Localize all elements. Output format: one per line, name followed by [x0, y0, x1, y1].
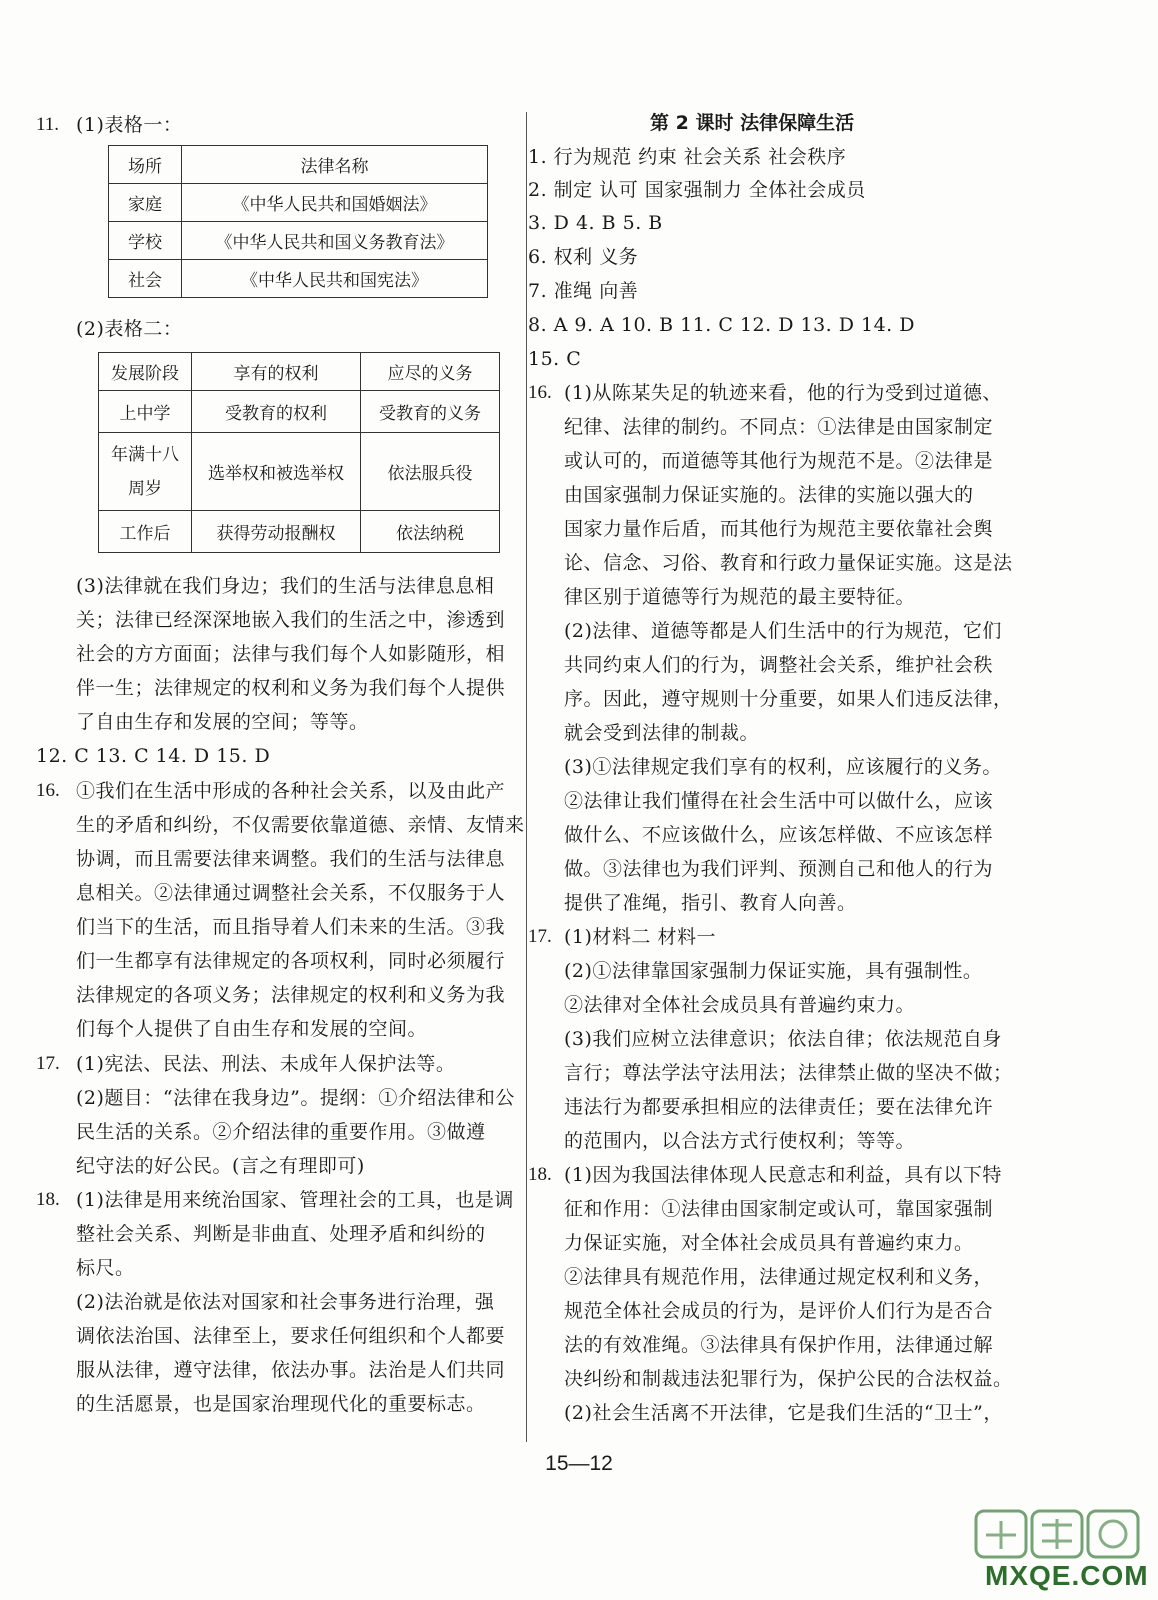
text-line: 纪守法的好公民。(言之有理即可): [76, 1155, 365, 1177]
table1-header-law: 法律名称: [182, 146, 488, 184]
text-line: 民生活的关系。②介绍法律的重要作用。③做遵: [76, 1121, 486, 1143]
text-line: (2)社会生活离不开法律，它是我们生活的“卫士”，: [564, 1402, 1003, 1424]
text-line: (2)①法律靠国家强制力保证实施，具有强制性。: [564, 960, 983, 982]
q11-part1-label: (1)表格一：: [76, 114, 183, 136]
text-line: 3. D 4. B 5. B: [528, 212, 663, 234]
text-line: (1)宪法、民法、刑法、未成年人保护法等。: [76, 1053, 456, 1075]
table2-cell-stage-line1: 年满十八: [111, 444, 179, 465]
text-line: 1. 行为规范 约束 社会关系 社会秩序: [528, 146, 847, 168]
text-line: 或认可的，而道德等其他行为规范不是。②法律是: [564, 450, 994, 472]
text-line: 决纠纷和制裁违法犯罪行为，保护公民的合法权益。: [564, 1368, 1013, 1390]
r-q18-number: 18.: [528, 1164, 552, 1185]
q12-15-answers: 12. C 13. C 14. D 15. D: [36, 745, 271, 767]
text-line: 们一生都享有法律规定的各项权利，同时必须履行: [76, 950, 506, 972]
text-line: 法的有效准绳。③法律具有保护作用，法律通过解: [564, 1334, 994, 1356]
table-two: [98, 352, 500, 553]
text-line: 8. A 9. A 10. B 11. C 12. D 13. D 14. D: [528, 314, 915, 336]
text-line: 论、信念、习俗、教育和行政力量保证实施。这是法: [564, 552, 1013, 574]
text-line: (1)从陈某失足的轨迹来看，他的行为受到过道德、: [564, 382, 1002, 404]
text-line: 做什么、不应该做什么，应该怎样做、不应该怎样: [564, 824, 994, 846]
text-line: (3)我们应树立法律意识；依法自律；依法规范自身: [564, 1028, 1002, 1050]
text-line: 标尺。: [76, 1257, 135, 1279]
q11-part2-label: (2)表格二：: [76, 318, 183, 340]
text-line: 的生活愿景，也是国家治理现代化的重要标志。: [76, 1393, 486, 1415]
table2-cell: 受教育的义务: [361, 391, 500, 433]
text-line: (2)题目：“法律在我身边”。提纲：①介绍法律和公: [76, 1087, 515, 1109]
table-one: [108, 145, 488, 298]
table2-header: 应尽的义务: [361, 353, 500, 391]
section-heading: 第 2 课时 法律保障生活: [650, 112, 855, 134]
table2-cell: 上中学: [99, 391, 192, 433]
text-line: (1)法律是用来统治国家、管理社会的工具，也是调: [76, 1189, 514, 1211]
text-line: (2)法治就是依法对国家和社会事务进行治理，强: [76, 1291, 495, 1313]
page-number: 15—12: [545, 1452, 613, 1475]
text-line: 协调，而且需要法律来调整。我们的生活与法律息: [76, 848, 506, 870]
text-line: ②法律对全体社会成员具有普遍约束力。: [564, 994, 916, 1016]
text-line: 6. 权利 义务: [528, 246, 639, 268]
text-line: 了自由生存和发展的空间；等等。: [76, 711, 369, 733]
text-line: 15. C: [528, 348, 582, 370]
table2-cell-stage: [99, 433, 192, 511]
text-line: 共同约束人们的行为，调整社会关系，维护社会秩: [564, 654, 994, 676]
text-line: 序。因此，遵守规则十分重要，如果人们违反法律，: [564, 688, 1013, 710]
text-line: 法律规定的各项义务；法律规定的权利和义务为我: [76, 984, 506, 1006]
table2-header: 发展阶段: [99, 353, 192, 391]
r-q16-number: 16.: [528, 382, 552, 403]
text-line: (2)法律、道德等都是人们生活中的行为规范，它们: [564, 620, 1002, 642]
watermark-text: MXQE.COM: [985, 1560, 1149, 1591]
q17-number: 17.: [36, 1053, 60, 1074]
text-line: 就会受到法律的制裁。: [564, 722, 760, 744]
text-line: 整社会关系、判断是非曲直、处理矛盾和纠纷的: [76, 1223, 486, 1245]
text-line: 息相关。②法律通过调整社会关系，不仅服务于人: [76, 882, 506, 904]
table1-cell: 《中华人民共和国宪法》: [182, 260, 488, 298]
text-line: 的范围内，以合法方式行使权利；等等。: [564, 1130, 916, 1152]
text-line: 社会的方方面面；法律与我们每个人如影随形，相: [76, 643, 506, 665]
text-line: (1)材料二 材料一: [564, 926, 716, 948]
table1-header-place: 场所: [109, 146, 182, 184]
table1-cell: 社会: [109, 260, 182, 298]
text-line: ①我们在生活中形成的各种社会关系，以及由此产: [76, 780, 506, 802]
text-line: 由国家强制力保证实施的。法律的实施以强大的: [564, 484, 974, 506]
table2-cell: 工作后: [99, 511, 192, 553]
text-line: 言行；尊法学法守法用法；法律禁止做的坚决不做；: [564, 1062, 1013, 1084]
text-line: 们当下的生活，而且指导着人们未来的生活。③我: [76, 916, 506, 938]
table2-cell: 依法服兵役: [361, 433, 500, 511]
text-line: 国家力量作后盾，而其他行为规范主要依靠社会舆: [564, 518, 994, 540]
text-line: 纪律、法律的制约。不同点：①法律是由国家制定: [564, 416, 994, 438]
text-line: ②法律让我们懂得在社会生活中可以做什么，应该: [564, 790, 994, 812]
text-line: (3)①法律规定我们享有的权利，应该履行的义务。: [564, 756, 1002, 778]
table2-cell-stage-line2: 周岁: [128, 478, 162, 499]
table1-cell: 家庭: [109, 184, 182, 222]
text-line: 生的矛盾和纠纷，不仅需要依靠道德、亲情、友情来: [76, 814, 525, 836]
table2-cell: 依法纳税: [361, 511, 500, 553]
table2-cell: 选举权和被选举权: [192, 433, 361, 511]
text-line: 规范全体社会成员的行为，是评价人们行为是否合: [564, 1300, 994, 1322]
text-line: 违法行为都要承担相应的法律责任；要在法律允许: [564, 1096, 994, 1118]
table1-cell: 《中华人民共和国婚姻法》: [182, 184, 488, 222]
text-line: (3)法律就在我们身边；我们的生活与法律息息相: [76, 575, 495, 597]
text-line: 征和作用：①法律由国家制定或认可，靠国家强制: [564, 1198, 994, 1220]
q18-number: 18.: [36, 1189, 60, 1210]
text-line: 伴一生；法律规定的权利和义务为我们每个人提供: [76, 677, 506, 699]
column-divider: [526, 112, 527, 1442]
table2-cell: 受教育的权利: [192, 391, 361, 433]
text-line: 律区别于道德等行为规范的最主要特征。: [564, 586, 916, 608]
text-line: (1)因为我国法律体现人民意志和利益，具有以下特: [564, 1164, 1002, 1186]
text-line: 提供了准绳，指引、教育人向善。: [564, 892, 857, 914]
table2-cell: 获得劳动报酬权: [192, 511, 361, 553]
r-q17-number: 17.: [528, 926, 552, 947]
text-line: 关；法律已经深深地嵌入我们的生活之中，渗透到: [76, 609, 506, 631]
text-line: 7. 准绳 向善: [528, 280, 639, 302]
text-line: 力保证实施，对全体社会成员具有普遍约束力。: [564, 1232, 974, 1254]
q11-number: 11.: [36, 114, 60, 135]
text-line: 做。③法律也为我们评判、预测自己和他人的行为: [564, 858, 994, 880]
q16-number: 16.: [36, 780, 60, 801]
text-line: 们每个人提供了自由生存和发展的空间。: [76, 1018, 428, 1040]
text-line: 服从法律，遵守法律，依法办事。法治是人们共同: [76, 1359, 506, 1381]
text-line: ②法律具有规范作用，法律通过规定权利和义务，: [564, 1266, 994, 1288]
table1-cell: 《中华人民共和国义务教育法》: [182, 222, 488, 260]
text-line: 调依法治国、法律至上，要求任何组织和个人都要: [76, 1325, 506, 1347]
table1-cell: 学校: [109, 222, 182, 260]
table2-header: 享有的权利: [192, 353, 361, 391]
text-line: 2. 制定 认可 国家强制力 全体社会成员: [528, 179, 866, 201]
